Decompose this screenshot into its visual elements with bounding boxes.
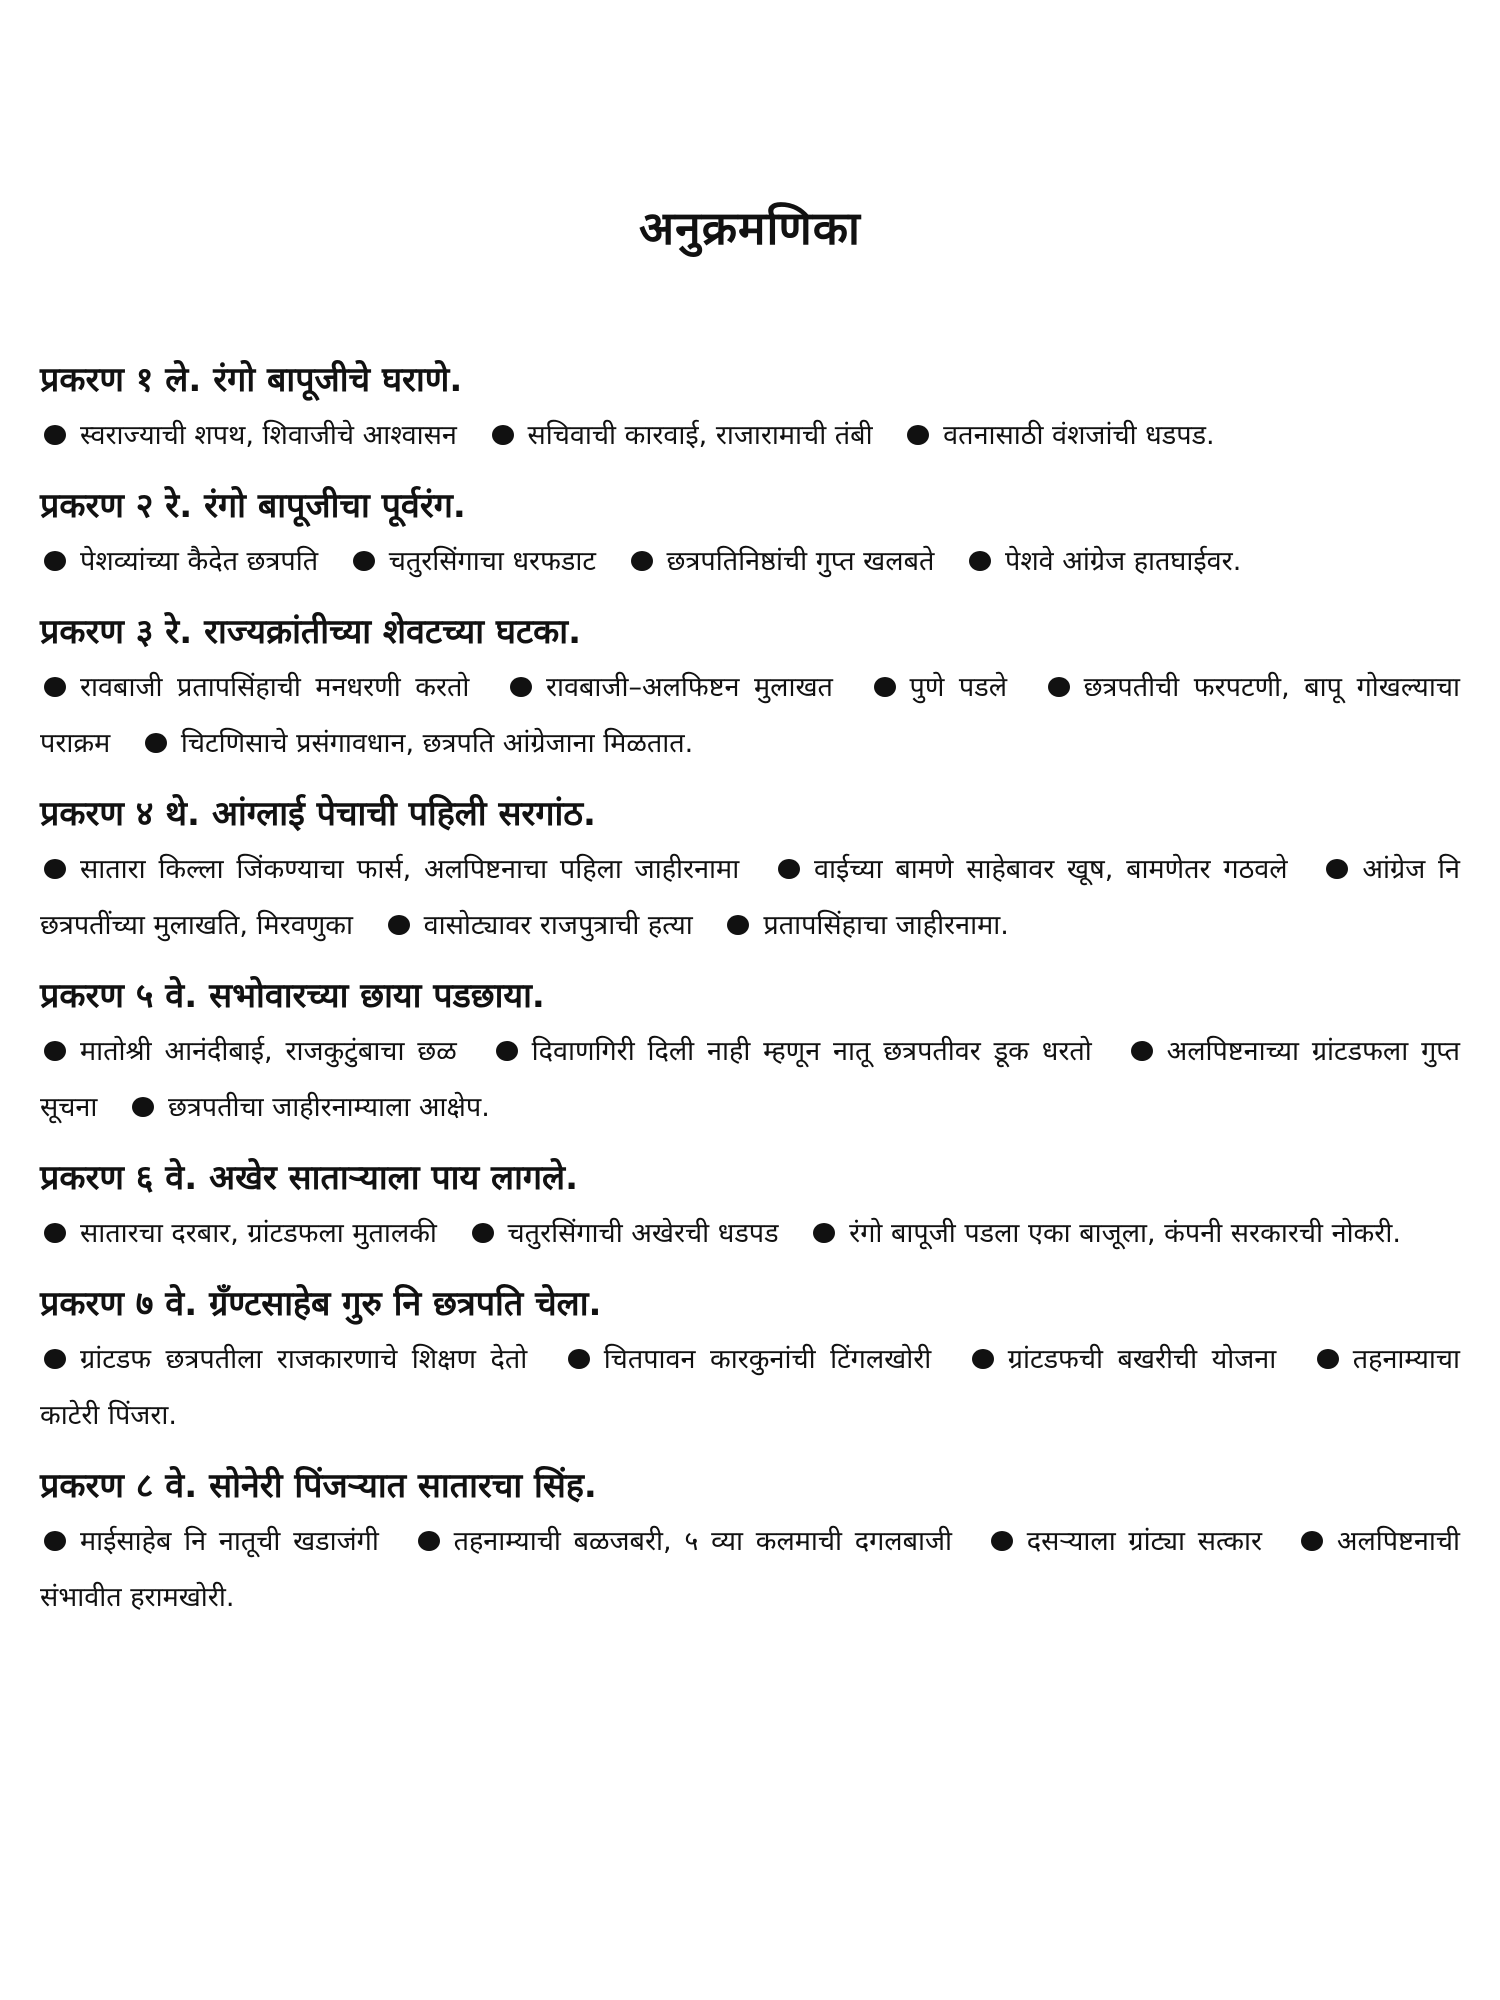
chapter-heading [40, 604, 1460, 660]
bullet-icon [1317, 1349, 1339, 1369]
chapter-heading [40, 1150, 1460, 1206]
bullet-icon [1326, 859, 1348, 879]
contents-page [40, 0, 1460, 2000]
topic-text: चतुरसिंगाचा धरफडाट [388, 546, 596, 577]
topic-text: पेशवे आंग्रेज हातघाईवर. [1004, 546, 1242, 577]
topic-text: स्वराज्याची शपथ, शिवाजीचे आश्वासन [80, 420, 457, 451]
chapter-entry [40, 1458, 1460, 1626]
chapter-title: ग्रँण्टसाहेब गुरु नि छत्रपति चेला. [209, 1284, 602, 1324]
topic-text: रंगो बापूजी पडला एका बाजूला, कंपनी सरकारची नोकरी. [849, 1218, 1401, 1249]
topic-item [40, 1036, 457, 1067]
bullet-icon [874, 677, 896, 697]
topic-item [946, 1344, 1276, 1375]
topic-item [327, 546, 596, 577]
chapter-number: प्रकरण ८ वे. [40, 1466, 198, 1506]
topic-item [40, 672, 469, 703]
chapter-entry [40, 478, 1460, 590]
bullet-icon [568, 1349, 590, 1369]
topic-text: रावबाजी प्रतापसिंहाची मनधरणी करतो [80, 672, 470, 703]
topic-item [362, 910, 693, 941]
topic-text: छत्रपतिनिष्ठांची गुप्त खलबते [666, 546, 935, 577]
topic-item [40, 1218, 437, 1249]
bullet-icon [1301, 1531, 1323, 1551]
bullet-icon [510, 677, 532, 697]
chapter-heading [40, 1458, 1460, 1514]
topic-item [40, 1344, 527, 1375]
topic-item [943, 546, 1241, 577]
topic-item [106, 1092, 490, 1123]
bullet-icon [472, 1223, 494, 1243]
chapter-topics [40, 534, 1460, 590]
topic-item [466, 420, 873, 451]
chapter-heading [40, 968, 1460, 1024]
topic-item [605, 546, 935, 577]
topic-text: मातोश्री आनंदीबाई, राजकुटुंबाचा छळ [80, 1036, 457, 1067]
chapter-title: अखेर साताऱ्याला पाय लागले. [209, 1158, 579, 1198]
bullet-icon [631, 551, 653, 571]
chapter-topics [40, 1206, 1460, 1262]
chapter-entry [40, 1276, 1460, 1444]
chapter-title: राज्यक्रांतीच्या शेवटच्या घटका. [204, 612, 581, 652]
bullet-icon [44, 859, 66, 879]
chapter-number: प्रकरण ७ वे. [40, 1284, 198, 1324]
bullet-icon [778, 859, 800, 879]
topic-text: दसऱ्याला ग्रांट्या सत्कार [1026, 1526, 1263, 1557]
chapter-number: प्रकरण ४ थे. [40, 794, 200, 834]
topic-text: पेशव्यांच्या कैदेत छत्रपति [80, 546, 319, 577]
bullet-icon [492, 425, 514, 445]
topic-text: तहनाम्याचा काटेरी पिंजरा. [40, 1344, 1460, 1431]
topic-text: अलपिष्टनाच्या ग्रांटडफला गुप्त सूचना [40, 1036, 1460, 1123]
bullet-icon [353, 551, 375, 571]
chapter-entry [40, 604, 1460, 772]
bullet-icon [1131, 1041, 1153, 1061]
bullet-icon [44, 1223, 66, 1243]
bullet-icon [418, 1531, 440, 1551]
topic-item [40, 420, 457, 451]
chapter-number: प्रकरण २ रे. [40, 486, 193, 526]
topic-item [446, 1218, 779, 1249]
topic-item [40, 854, 739, 885]
topic-text: चितपावन कारकुनांची टिंगलखोरी [603, 1344, 932, 1375]
topic-text: ग्रांटडफ छत्रपतीला राजकारणाचे शिक्षण देतो [80, 1344, 528, 1375]
chapter-topics [40, 660, 1460, 772]
chapter-heading [40, 786, 1460, 842]
topic-text: वासोट्यावर राजपुत्राची हत्या [423, 910, 693, 941]
topic-text: दिवाणगिरी दिली नाही म्हणून नातू छत्रपतीवर डूक धरतो [531, 1036, 1092, 1067]
bullet-icon [907, 425, 929, 445]
chapter-topics [40, 408, 1460, 464]
topic-text: तहनाम्याची बळजबरी, ५ व्या कलमाची दगलबाजी [453, 1526, 953, 1557]
bullet-icon [969, 551, 991, 571]
topic-item [965, 1526, 1262, 1557]
topic-item [881, 420, 1214, 451]
chapter-entry [40, 786, 1460, 954]
bullet-icon [991, 1531, 1013, 1551]
topic-text: चतुरसिंगाची अखेरची धडपड [507, 1218, 779, 1249]
chapter-entry [40, 968, 1460, 1136]
chapter-entry [40, 1150, 1460, 1262]
topic-item [40, 546, 318, 577]
topic-text: सातारचा दरबार, ग्रांटडफला मुतालकी [80, 1218, 437, 1249]
bullet-icon [44, 1349, 66, 1369]
bullet-icon [132, 1097, 154, 1117]
chapter-heading [40, 352, 1460, 408]
topic-text: वतनासाठी वंशजांची धडपड. [943, 420, 1215, 451]
chapter-topics [40, 1514, 1460, 1626]
bullet-icon [44, 677, 66, 697]
bullet-icon [1048, 677, 1070, 697]
topic-item [40, 1526, 379, 1557]
topic-text: छत्रपतीची फरपटणी, बापू गोखल्याचा पराक्रम [40, 672, 1460, 759]
chapter-entry [40, 352, 1460, 464]
topic-text: रावबाजी–अलफिष्टन मुलाखत [545, 672, 833, 703]
topic-item [484, 672, 833, 703]
topic-text: वाईच्या बामणे साहेबावर खूष, बामणेतर गठवले [813, 854, 1288, 885]
topic-text: प्रतापसिंहाचा जाहीरनामा. [763, 910, 1009, 941]
topic-item [787, 1218, 1401, 1249]
topic-item [542, 1344, 932, 1375]
topic-item [752, 854, 1288, 885]
bullet-icon [44, 425, 66, 445]
topic-text: चिटणिसाचे प्रसंगावधान, छत्रपति आंग्रेजाना मिळतात. [180, 728, 694, 759]
bullet-icon [496, 1041, 518, 1061]
bullet-icon [727, 915, 749, 935]
bullet-icon [44, 1041, 66, 1061]
chapter-title: आंग्लाई पेचाची पहिली सरगांठ. [211, 794, 596, 834]
chapter-number: प्रकरण ५ वे. [40, 976, 198, 1016]
chapter-topics [40, 842, 1460, 954]
chapter-topics [40, 1024, 1460, 1136]
chapter-number: प्रकरण ६ वे. [40, 1158, 198, 1198]
topic-text: सचिवाची कारवाई, राजारामाची तंबी [527, 420, 873, 451]
bullet-icon [388, 915, 410, 935]
topic-item [848, 672, 1008, 703]
topic-text: आंग्रेज नि छत्रपतींच्या मुलाखति, मिरवणुका [40, 854, 1460, 941]
bullet-icon [813, 1223, 835, 1243]
chapter-number: प्रकरण १ ले. [40, 360, 202, 400]
topic-item [701, 910, 1008, 941]
bullet-icon [145, 733, 167, 753]
topic-text: सातारा किल्ला जिंकण्याचा फार्स, अलपिष्टनाचा पहिला जाहीरनामा [80, 854, 740, 885]
topic-item [119, 728, 693, 759]
bullet-icon [44, 551, 66, 571]
page-title: अनुक्रमणिका [639, 201, 861, 255]
topic-item [392, 1526, 952, 1557]
chapter-title: रंगो बापूजीचे घराणे. [213, 360, 463, 400]
chapter-number: प्रकरण ३ रे. [40, 612, 193, 652]
bullet-icon [972, 1349, 994, 1369]
chapter-title: सभोवारच्या छाया पडछाया. [209, 976, 545, 1016]
topic-text: ग्रांटडफची बखरीची योजना [1007, 1344, 1277, 1375]
chapter-title: सोनेरी पिंजऱ्यात सातारचा सिंह. [209, 1466, 597, 1506]
bullet-icon [44, 1531, 66, 1551]
topic-text: माईसाहेब नि नातूची खडाजंगी [80, 1526, 379, 1557]
topic-item [470, 1036, 1092, 1067]
topic-text: छत्रपतीचा जाहीरनाम्याला आक्षेप. [167, 1092, 490, 1123]
chapter-heading [40, 1276, 1460, 1332]
chapter-title: रंगो बापूजीचा पूर्वरंग. [204, 486, 466, 526]
chapter-list [40, 352, 1460, 1640]
topic-text: पुणे पडले [909, 672, 1007, 703]
chapter-topics [40, 1332, 1460, 1444]
chapter-heading [40, 478, 1460, 534]
topic-text: अलपिष्टनाची संभावीत हरामखोरी. [40, 1526, 1460, 1613]
